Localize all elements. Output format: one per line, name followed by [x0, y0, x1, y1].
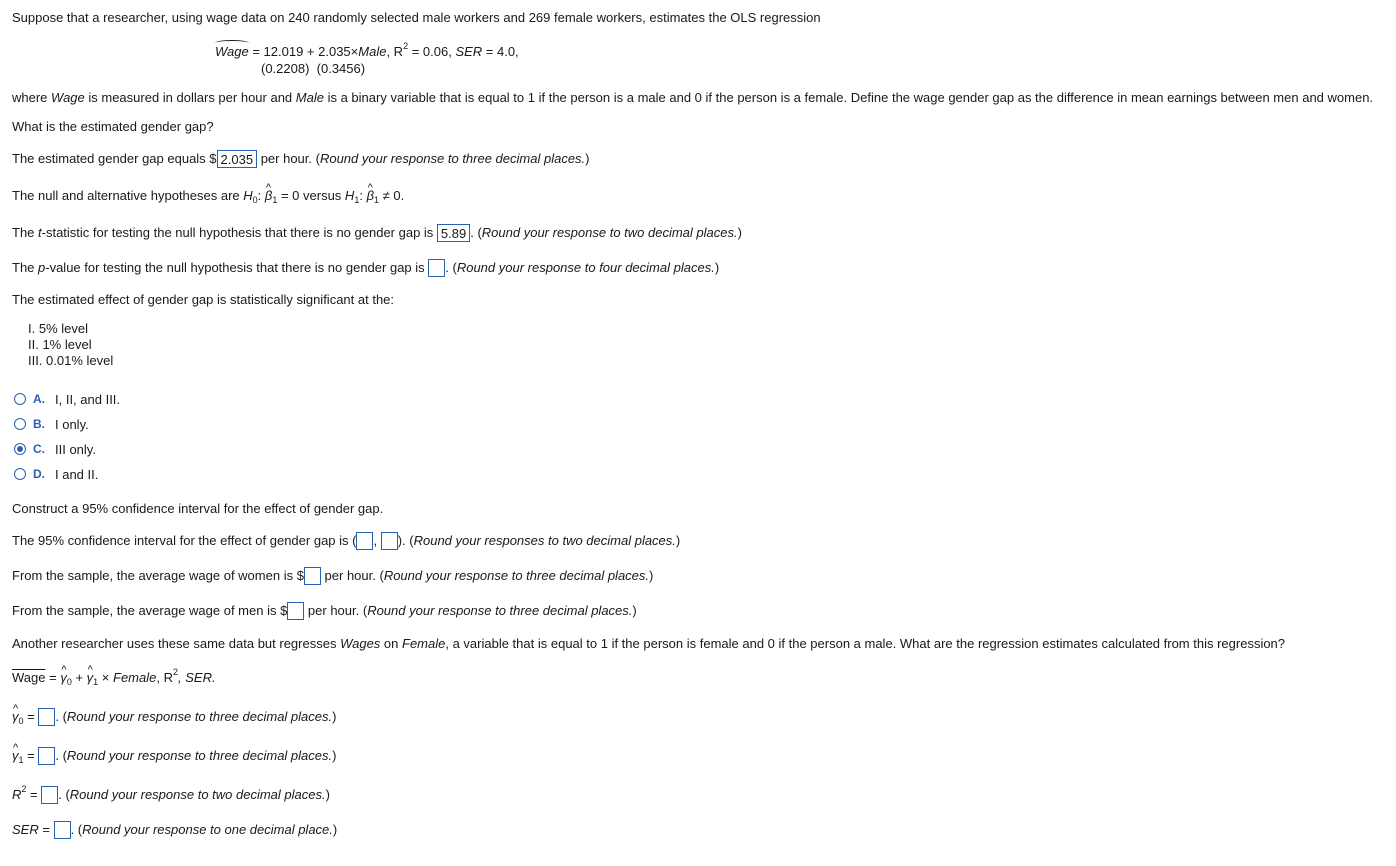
- ser-answer-box[interactable]: [54, 821, 71, 839]
- r2-answer-box[interactable]: [41, 786, 58, 804]
- question-gap: What is the estimated gender gap?: [12, 119, 214, 134]
- radio-d[interactable]: [14, 468, 26, 480]
- significance-question: The estimated effect of gender gap is statistically significant at the:: [12, 292, 395, 307]
- gamma1-answer-box[interactable]: [38, 747, 55, 765]
- gap-answer-box[interactable]: 2.035: [217, 150, 258, 168]
- pvalue-row: The p-value for testing the null hypothesis that there is no gender gap is . (Round your response to four decimal places.): [12, 260, 720, 275]
- wage-hat: Wage: [215, 44, 249, 59]
- radio-b[interactable]: [14, 418, 26, 430]
- another-text: Another researcher uses these same data but regresses Wages on Female, a variable that is equal to 1 if the person is female and 0 if the person a male. What are the regression estimates calculated from this regression?: [12, 636, 1286, 651]
- level-item: III. 0.01% level: [28, 353, 114, 368]
- gamma0-row: ^ $\gamma_0$ = . (Round your response to three decimal places.): [12, 709, 336, 726]
- gap-row: The estimated gender gap equals $ 2.035 per hour. (Round your response to three decimal places.): [12, 151, 590, 167]
- men-row: From the sample, the average wage of men is $ per hour. (Round your response to three decimal places.): [12, 603, 637, 618]
- pvalue-answer-box[interactable]: [428, 259, 445, 277]
- ci-row: The 95% confidence interval for the effect of gender gap is ( , ). (Round your responses to two decimal places.): [12, 533, 681, 548]
- option-d[interactable]: D. I and II.: [14, 465, 98, 483]
- gamma1-row: ^ $\gamma_1$ = . (Round your response to three decimal places.): [12, 748, 336, 765]
- option-b[interactable]: B. I only.: [14, 415, 89, 433]
- women-row: From the sample, the average wage of women is $ per hour. (Round your response to three decimal places.): [12, 568, 654, 583]
- women-wage-box[interactable]: [304, 567, 321, 585]
- standard-errors: (0.2208) (0.3456): [261, 61, 366, 76]
- radio-c[interactable]: [14, 443, 26, 455]
- ci-upper-box[interactable]: [381, 532, 398, 550]
- ser-row: SER = . (Round your response to one decimal place.): [12, 822, 338, 837]
- men-wage-box[interactable]: [287, 602, 304, 620]
- levels-list: [28, 321, 113, 369]
- hypotheses-row: The null and alternative hypotheses are $H_0$: ^ $\beta_1 = 0$ versus $H_1$: ^ $\beta_1 \ne 0$.: [12, 188, 404, 204]
- option-c[interactable]: C. III only.: [14, 440, 96, 458]
- ci-question: Construct a 95% confidence interval for the effect of gender gap.: [12, 501, 384, 516]
- option-a[interactable]: A. I, II, and III.: [14, 390, 120, 408]
- definition-text: where Wage is measured in dollars per hour and Male is a binary variable that is equal to 1 if the person is a male and 0 if the person is a female. Define the wage gender gap as the difference in mean earnings between men and women.: [12, 90, 1374, 105]
- tstat-row: The t-statistic for testing the null hypothesis that there is no gender gap is 5.89 . (Round your response to two decimal places.): [12, 225, 742, 241]
- intro-text: Suppose that a researcher, using wage data on 240 randomly selected male workers and 269 female workers, estimates the OLS regression: [12, 10, 821, 25]
- r2-row: $R^2$ = . (Round your response to two decimal places.): [12, 784, 330, 802]
- radio-a[interactable]: [14, 393, 26, 405]
- tstat-answer-box[interactable]: 5.89: [437, 224, 470, 242]
- level-item: I. 5% level: [28, 321, 88, 336]
- ci-lower-box[interactable]: [356, 532, 373, 550]
- level-item: II. 1% level: [28, 337, 92, 352]
- regression-equation: Wage = 12.019 + 2.035×Male, $R^2 = 0.06$, SER = 4.0,: [215, 41, 519, 59]
- gamma0-answer-box[interactable]: [38, 708, 55, 726]
- regression-equation-2: Wage = ^ $\gamma_0$ + ^ $\gamma_1$ × Female, $R^2$, SER.: [12, 670, 216, 686]
